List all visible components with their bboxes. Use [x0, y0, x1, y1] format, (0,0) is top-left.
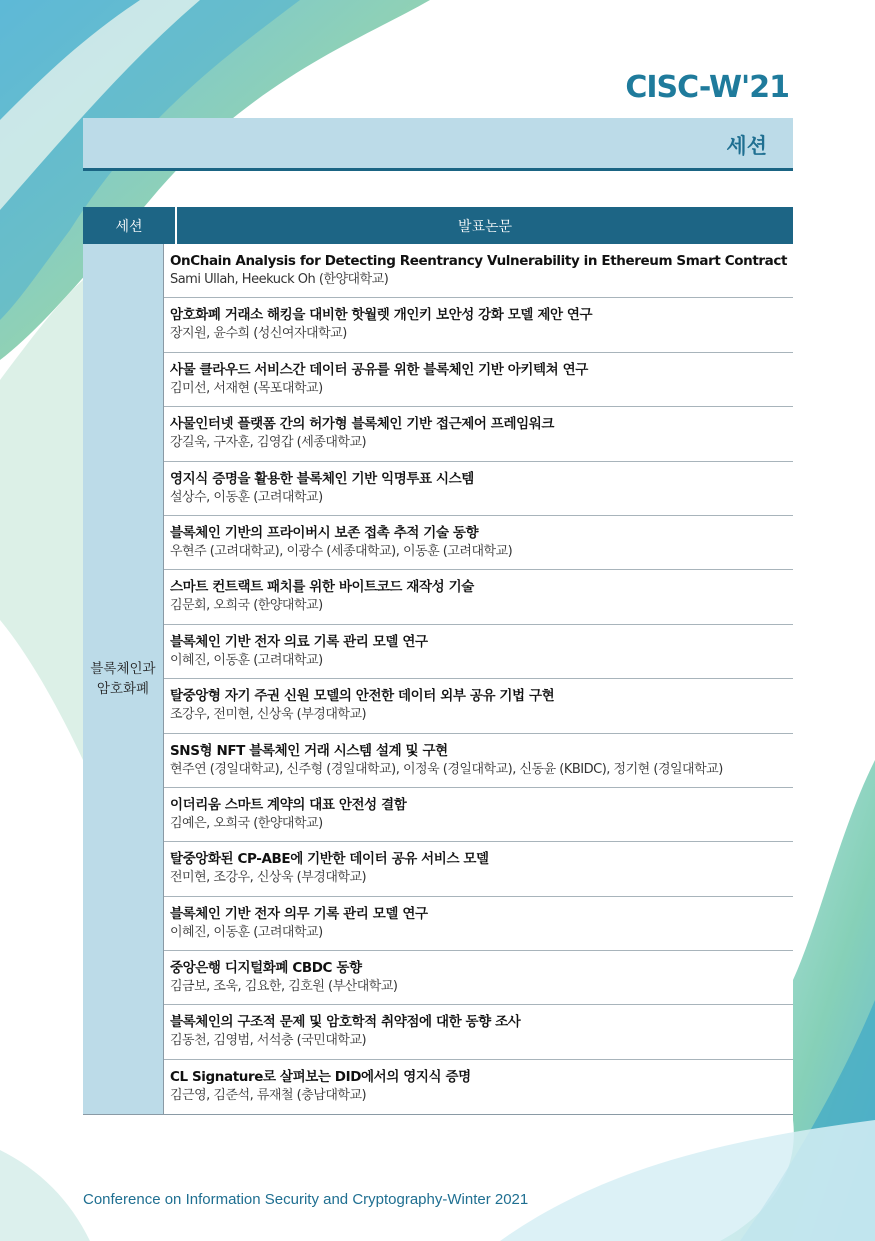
paper-row: [164, 1005, 793, 1059]
paper-title: CL Signature로 살펴보는 DID에서의 영지식 증명: [169, 1068, 471, 1085]
paper-authors: 우현주 (고려대학교), 이광수 (세종대학교), 이동훈 (고려대학교): [169, 543, 513, 559]
paper-row: [164, 407, 793, 461]
paper-authors: Sami Ullah, Heekuck Oh (한양대학교): [169, 272, 389, 287]
table-header: [83, 207, 793, 244]
paper-authors: 현주연 (경일대학교), 신주형 (경일대학교), 이정욱 (경일대학교), 신동윤 (KBIDC), 정기현 (경일대학교): [169, 761, 723, 777]
column-header-session: 세션: [83, 207, 177, 244]
paper-authors: 이혜진, 이동훈 (고려대학교): [169, 924, 323, 940]
column-header-papers: 발표논문: [457, 218, 513, 235]
paper-title: OnChain Analysis for Detecting Reentrancy Vulnerability in Ethereum Smart Contract: [169, 253, 787, 269]
paper-authors: 장지원, 윤수희 (성신여자대학교): [169, 326, 347, 342]
paper-title: 블록체인의 구조적 문제 및 암호학적 취약점에 대한 동향 조사: [169, 1014, 521, 1031]
paper-authors: 김근영, 김준석, 류재철 (충남대학교): [169, 1087, 367, 1103]
paper-title: 중앙은행 디지털화폐 CBDC 동향: [169, 960, 362, 977]
session-label: 블록체인과 암호화폐: [90, 661, 156, 698]
paper-title: 블록체인 기반 전자 의무 기록 관리 모델 연구: [169, 905, 428, 922]
paper-title: 탈중앙형 자기 주권 신원 모델의 안전한 데이터 외부 공유 기법 구현: [169, 688, 555, 705]
paper-row: [164, 462, 793, 516]
session-table: [83, 207, 793, 1115]
paper-row: [164, 516, 793, 570]
paper-row: [164, 1060, 793, 1114]
paper-authors: 김동천, 김영범, 서석충 (국민대학교): [169, 1033, 367, 1049]
footer-text: Conference on Information Security and Cryptography-Winter 2021: [83, 1191, 529, 1208]
paper-row: [164, 897, 793, 951]
paper-row: [164, 679, 793, 733]
paper-authors: 강길욱, 구자훈, 김영갑 (세종대학교): [169, 435, 367, 451]
paper-title: 암호화폐 거래소 해킹을 대비한 핫월렛 개인키 보안성 강화 모델 제안 연구: [169, 307, 593, 324]
paper-title: 탈중앙화된 CP-ABE에 기반한 데이터 공유 서비스 모델: [169, 851, 489, 868]
paper-title: 스마트 컨트랙트 패치를 위한 바이트코드 재작성 기술: [169, 579, 474, 596]
session-cell: [83, 244, 164, 1114]
paper-authors: 김문회, 오희국 (한양대학교): [169, 598, 323, 614]
paper-row: [164, 570, 793, 624]
paper-authors: 김금보, 조욱, 김요한, 김호원 (부산대학교): [169, 979, 398, 995]
paper-row: [164, 353, 793, 407]
paper-title: 사물 클라우드 서비스간 데이터 공유를 위한 블록체인 기반 아키텍쳐 연구: [169, 361, 588, 378]
paper-authors: 전미현, 조강우, 신상욱 (부경대학교): [169, 870, 367, 886]
conference-logo: CISC-W'21: [625, 70, 789, 105]
paper-title: 사물인터넷 플랫폼 간의 허가형 블록체인 기반 접근제어 프레임워크: [169, 416, 555, 433]
paper-title: 블록체인 기반의 프라이버시 보존 접촉 추적 기술 동향: [169, 524, 479, 541]
paper-title: SNS형 NFT 블록체인 거래 시스템 설계 및 구현: [169, 742, 448, 759]
paper-authors: 김예은, 오희국 (한양대학교): [169, 815, 323, 831]
paper-authors: 설상수, 이동훈 (고려대학교): [169, 489, 323, 505]
header-divider: [83, 168, 793, 171]
paper-authors: 김미선, 서재현 (목포대학교): [169, 380, 323, 396]
header-band: [83, 118, 793, 168]
paper-row: [164, 625, 793, 679]
paper-row: [164, 298, 793, 352]
paper-authors: 조강우, 전미현, 신상욱 (부경대학교): [169, 707, 367, 723]
page-title: 세션: [726, 134, 767, 158]
paper-row: [164, 951, 793, 1005]
paper-list: [164, 244, 793, 1114]
paper-title: 영지식 증명을 활용한 블록체인 기반 익명투표 시스템: [169, 470, 474, 487]
paper-authors: 이혜진, 이동훈 (고려대학교): [169, 652, 323, 668]
paper-title: 블록체인 기반 전자 의료 기록 관리 모델 연구: [169, 633, 428, 650]
paper-row: [164, 842, 793, 896]
paper-row: [164, 244, 793, 298]
paper-row: [164, 734, 793, 788]
paper-title: 이더리움 스마트 계약의 대표 안전성 결함: [169, 796, 407, 813]
table-body: [83, 244, 793, 1114]
paper-row: [164, 788, 793, 842]
